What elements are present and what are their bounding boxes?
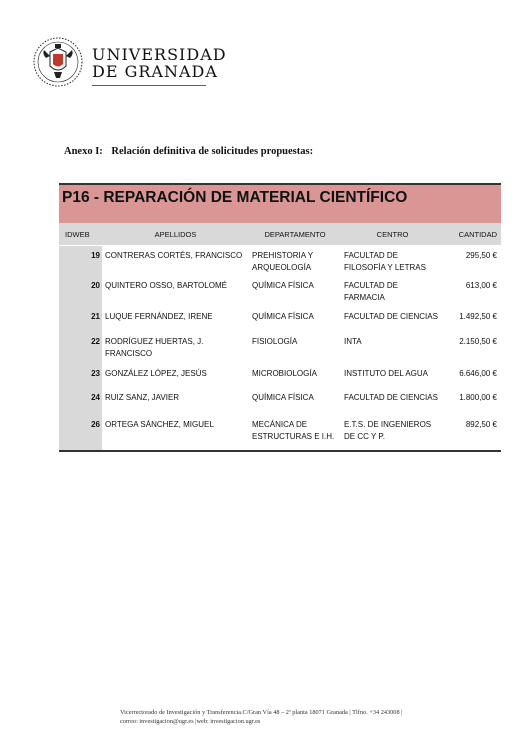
applications-table (59, 223, 501, 452)
cell-apellidos: GONZÁLEZ LÓPEZ, JESÚS (105, 368, 207, 378)
annex-label: Anexo I: (64, 146, 103, 157)
annex-heading (64, 146, 313, 157)
cell-cantidad: 295,50 € (465, 251, 497, 260)
cell-cantidad: 613,00 € (465, 280, 497, 290)
cell-centro: FACULTAD DE CIENCIAS (344, 392, 438, 402)
footer-address: Vicerrectorado de Investigación y Transferencia.C/Gran Vía 48 – 2ª planta 18071 Granada | Tlfno. +34 243008 | (120, 709, 403, 716)
table-title: P16 - REPARACIÓN DE MATERIAL CIENTÍFICO (62, 189, 408, 206)
table-row (59, 276, 501, 307)
cell-apellidos: RUIZ SANZ, JAVIER (105, 392, 180, 402)
cell-departamento: QUÍMICA FÍSICA (252, 392, 314, 402)
cell-centro: INTA (344, 336, 362, 346)
cell-departamento: PREHISTORIA Y ARQUEOLOGÍA (252, 251, 313, 272)
cell-departamento: MECÁNICA DE ESTRUCTURAS E I.H. (249, 415, 341, 451)
footer-contact: correo: investigacion@ugr.es |web: investigacion.ugr.es (120, 718, 261, 725)
cell-cantidad: 892,50 € (444, 415, 501, 451)
university-name-line1: UNIVERSIDAD (92, 45, 227, 64)
column-header-cantidad: CANTIDAD (444, 223, 501, 246)
table-title-band (59, 185, 501, 223)
cell-apellidos: CONTRERAS CORTÉS, FRANCISCO (105, 251, 243, 260)
cell-idweb: 26 (59, 415, 102, 451)
applications-table-block (59, 183, 501, 452)
cell-apellidos: ORTEGA SÁNCHEZ, MIGUEL (102, 415, 249, 451)
cell-centro: INSTITUTO DEL AGUA (344, 368, 429, 378)
cell-cantidad: 1.492,50 € (459, 311, 497, 321)
cell-apellidos: QUINTERO OSSO, BARTOLOMÉ (105, 280, 227, 290)
cell-centro: FACULTAD DE FARMACIA (344, 280, 398, 302)
university-crest-icon (32, 36, 84, 88)
page-footer (120, 708, 480, 726)
cell-idweb: 21 (59, 307, 102, 332)
cell-idweb: 20 (59, 276, 102, 307)
university-logo (32, 36, 227, 88)
university-name (92, 46, 227, 80)
column-header-centro: CENTRO (341, 223, 444, 246)
university-name-line2: DE GRANADA (92, 62, 218, 81)
cell-idweb: 22 (59, 332, 102, 364)
table-row (59, 332, 501, 364)
cell-idweb: 19 (59, 246, 102, 276)
cell-apellidos: RODRÍGUEZ HUERTAS, J. FRANCISCO (105, 336, 204, 358)
cell-apellidos: LUQUE FERNÁNDEZ, IRENE (105, 311, 213, 321)
cell-departamento: FISIOLOGÍA (252, 336, 298, 346)
cell-cantidad: 6.646,00 € (459, 368, 497, 378)
logo-underline (92, 85, 206, 86)
column-header-departamento: DEPARTAMENTO (249, 223, 341, 246)
table-row (59, 388, 501, 415)
cell-departamento: QUÍMICA FÍSICA (252, 311, 314, 321)
cell-centro: FACULTAD DE FILOSOFÍA Y LETRAS (344, 251, 426, 272)
cell-departamento: MICROBIOLOGÍA (252, 368, 317, 378)
table-row (59, 246, 501, 276)
column-header-idweb: IDWEB (59, 223, 102, 246)
table-row (59, 307, 501, 332)
table-row (59, 415, 501, 451)
column-header-apellidos: APELLIDOS (102, 223, 249, 246)
annex-text: Relación definitiva de solicitudes propuestas: (111, 146, 314, 157)
table-header-row (59, 223, 501, 246)
cell-idweb: 23 (59, 364, 102, 388)
table-row (59, 364, 501, 388)
cell-departamento: QUÍMICA FÍSICA (252, 280, 314, 290)
cell-centro: E.T.S. DE INGENIEROS DE CC Y P. (341, 415, 444, 451)
cell-centro: FACULTAD DE CIENCIAS (344, 311, 438, 321)
cell-cantidad: 2.150,50 € (459, 336, 497, 346)
cell-cantidad: 1.800,00 € (459, 392, 497, 402)
cell-idweb: 24 (59, 388, 102, 415)
